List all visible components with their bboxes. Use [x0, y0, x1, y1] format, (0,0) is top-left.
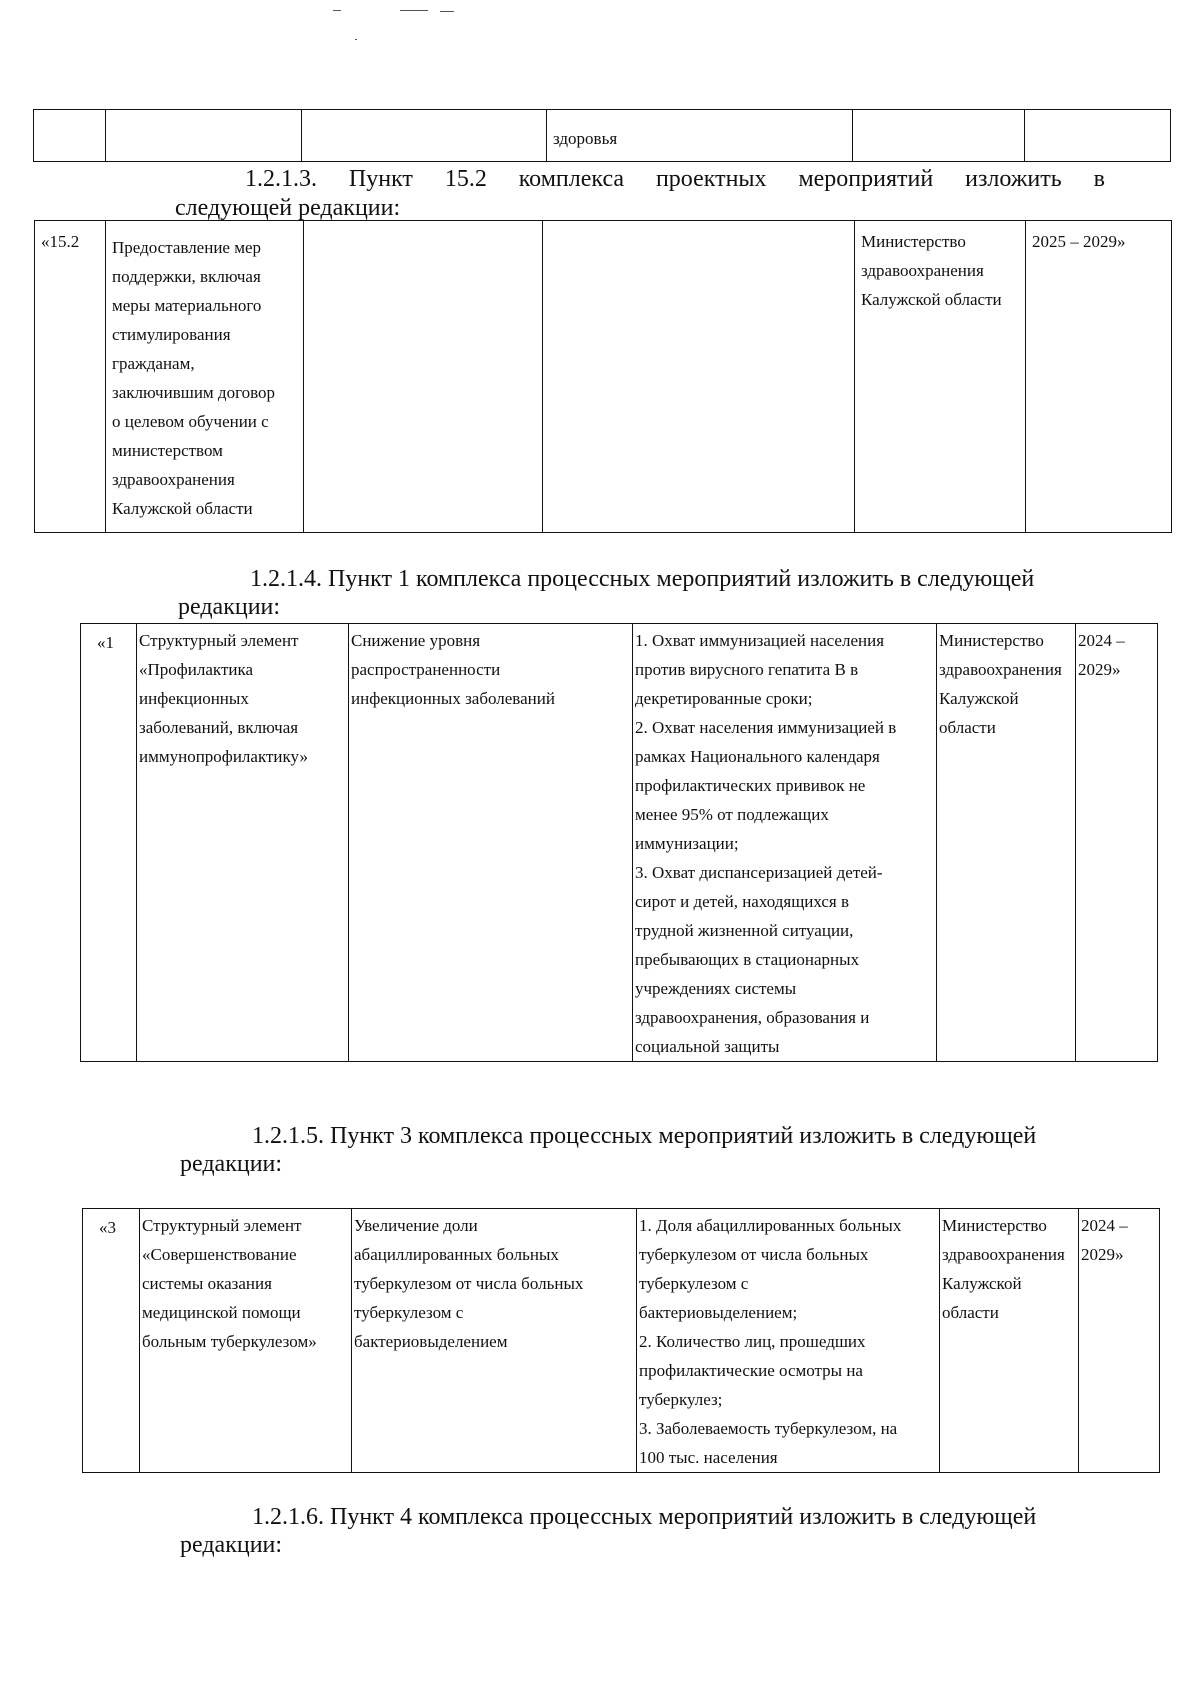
paragraph-word: 15.2 — [444, 166, 487, 192]
cell-line: 3. Охват диспансеризацией детей- — [635, 863, 883, 882]
paragraph-word: Пункт — [348, 166, 413, 192]
cell-period: 2025 – 2029» — [1026, 221, 1172, 533]
cell-period — [1076, 624, 1158, 1062]
cell-line: Структурный элемент — [142, 1216, 302, 1235]
cell-lines — [1079, 1209, 1159, 1269]
cell-lines — [633, 624, 936, 1061]
table-item-1 — [80, 623, 1158, 1062]
cell-goal — [352, 1209, 637, 1473]
cell-lines — [637, 1209, 939, 1472]
table-previous-fragment — [33, 109, 1171, 162]
cell-line: иммунопрофилактику» — [139, 747, 308, 766]
cell-number: «3 — [83, 1209, 140, 1473]
scan-mark — [355, 39, 357, 40]
cell-line: декретированные сроки; — [635, 689, 813, 708]
cell-line: Предоставление мер — [112, 238, 262, 257]
cell-line: Министерство — [939, 631, 1044, 650]
cell-name — [140, 1209, 352, 1473]
cell-number: «15.2 — [35, 221, 106, 533]
cell-line: Увеличение доли — [354, 1216, 478, 1235]
cell-line: заключившим договор — [112, 383, 276, 402]
cell-line: Министерство — [861, 232, 966, 251]
cell-line: «Профилактика — [139, 660, 254, 679]
cell-lines — [855, 221, 1025, 314]
paragraph-1-2-1-3 — [245, 165, 1105, 193]
cell-line: туберкулезом от числа больных — [354, 1274, 584, 1293]
paragraph-word: мероприятий — [798, 166, 934, 192]
scan-mark — [440, 11, 454, 12]
cell-line: «Совершенствование — [142, 1245, 297, 1264]
cell-goal — [349, 624, 633, 1062]
cell-responsible — [937, 624, 1076, 1062]
cell-line: здравоохранения, образования и — [635, 1008, 870, 1027]
cell-line: поддержки, включая — [112, 267, 261, 286]
cell-line: заболеваний, включая — [139, 718, 299, 737]
cell-line: профилактические осмотры на — [639, 1361, 863, 1380]
paragraph-1-2-1-5: 1.2.1.5. Пункт 3 комплекса процессных мероприятий изложить в следующей — [252, 1123, 1037, 1149]
cell-responsible — [855, 221, 1026, 533]
paragraph-word: 1.2.1.3. — [245, 166, 317, 192]
cell-line: 2024 – — [1081, 1216, 1128, 1235]
cell-line: туберкулезом от числа больных — [639, 1245, 869, 1264]
cell-line: здравоохранения — [861, 261, 984, 280]
cell-line: 2029» — [1078, 660, 1121, 679]
cell-line: инфекционных заболеваний — [351, 689, 555, 708]
cell-line: социальной защиты — [635, 1037, 780, 1056]
cell-line: 3. Заболеваемость туберкулезом, на — [639, 1419, 898, 1438]
cell-line: туберкулезом с — [639, 1274, 749, 1293]
cell-line: Калужской — [942, 1274, 1022, 1293]
cell-line: 1. Охват иммунизацией населения — [635, 631, 885, 650]
table-cell — [853, 110, 1025, 162]
cell-lines — [940, 1209, 1078, 1327]
paragraph-1-2-1-4-line2: редакции: — [178, 594, 281, 620]
cell-line: сирот и детей, находящихся в — [635, 892, 850, 911]
cell-indicators — [633, 624, 937, 1062]
cell-lines — [1076, 624, 1157, 684]
cell-goal — [304, 221, 543, 533]
cell-line: Министерство — [942, 1216, 1047, 1235]
cell-line: трудной жизненной ситуации, — [635, 921, 854, 940]
cell-line: туберкулез; — [639, 1390, 723, 1409]
cell-lines — [140, 1209, 351, 1356]
cell-line: здравоохранения — [939, 660, 1062, 679]
cell-line: больным туберкулезом» — [142, 1332, 317, 1351]
cell-line: менее 95% от подлежащих — [635, 805, 829, 824]
cell-text: здоровья — [553, 129, 618, 148]
cell-period — [1079, 1209, 1160, 1473]
cell-indicators — [543, 221, 855, 533]
table-cell — [106, 110, 302, 162]
table-cell — [302, 110, 547, 162]
cell-line: распространенности — [351, 660, 501, 679]
cell-number: «1 — [81, 624, 137, 1062]
cell-name — [137, 624, 349, 1062]
cell-line: гражданам, — [112, 354, 195, 373]
cell-line: министерством — [112, 441, 223, 460]
cell-lines — [137, 624, 348, 771]
paragraph-1-2-1-4: 1.2.1.4. Пункт 1 комплекса процессных мероприятий изложить в следующей — [250, 566, 1035, 592]
cell-line: бактериовыделением; — [639, 1303, 798, 1322]
paragraph-1-2-1-5-line2: редакции: — [180, 1151, 283, 1177]
cell-line: здравоохранения — [942, 1245, 1065, 1264]
cell-responsible — [940, 1209, 1079, 1473]
cell-lines — [937, 624, 1075, 742]
table-item-3 — [82, 1208, 1160, 1473]
table-cell — [1025, 110, 1171, 162]
cell-line: против вирусного гепатита В в — [635, 660, 859, 679]
cell-line: иммунизации; — [635, 834, 739, 853]
cell-line: медицинской помощи — [142, 1303, 301, 1322]
cell-lines — [349, 624, 632, 713]
cell-line: области — [942, 1303, 999, 1322]
paragraph-word: в — [1093, 166, 1105, 192]
cell-indicators — [637, 1209, 940, 1473]
cell-line: 100 тыс. населения — [639, 1448, 778, 1467]
table-item-15-2 — [34, 220, 1172, 533]
cell-line: 2. Охват населения иммунизацией в — [635, 718, 897, 737]
paragraph-word: проектных — [655, 166, 767, 192]
table-cell — [547, 110, 853, 162]
cell-lines — [352, 1209, 636, 1356]
paragraph-word: комплекса — [518, 166, 625, 192]
cell-line: 2024 – — [1078, 631, 1125, 650]
cell-line: 2. Количество лиц, прошедших — [639, 1332, 866, 1351]
cell-line: рамках Национального календаря — [635, 747, 880, 766]
cell-line: учреждениях системы — [635, 979, 797, 998]
cell-line: 1. Доля абациллированных больных — [639, 1216, 902, 1235]
paragraph-1-2-1-6-line2: редакции: — [180, 1532, 283, 1558]
paragraph-word: изложить — [965, 166, 1062, 192]
cell-line: Калужской области — [112, 499, 253, 518]
cell-name — [106, 221, 304, 533]
cell-line: абациллированных больных — [354, 1245, 559, 1264]
cell-line: Калужской — [939, 689, 1019, 708]
cell-line: Структурный элемент — [139, 631, 299, 650]
paragraph-1-2-1-6: 1.2.1.6. Пункт 4 комплекса процессных мероприятий изложить в следующей — [252, 1504, 1037, 1530]
cell-line: Калужской области — [861, 290, 1002, 309]
cell-line: меры материального — [112, 296, 262, 315]
cell-lines — [106, 221, 303, 523]
scan-mark — [400, 10, 428, 11]
scan-mark — [333, 10, 341, 11]
table-cell — [34, 110, 106, 162]
cell-line: системы оказания — [142, 1274, 272, 1293]
cell-line: стимулирования — [112, 325, 231, 344]
cell-line: инфекционных — [139, 689, 249, 708]
cell-line: здравоохранения — [112, 470, 235, 489]
cell-line: профилактических прививок не — [635, 776, 866, 795]
paragraph-1-2-1-3-line2: следующей редакции: — [175, 195, 401, 221]
cell-line: о целевом обучении с — [112, 412, 269, 431]
cell-line: 2029» — [1081, 1245, 1124, 1264]
cell-line: туберкулезом с — [354, 1303, 464, 1322]
cell-line: пребывающих в стационарных — [635, 950, 860, 969]
cell-line: бактериовыделением — [354, 1332, 508, 1351]
cell-line: области — [939, 718, 996, 737]
cell-line: Снижение уровня — [351, 631, 481, 650]
